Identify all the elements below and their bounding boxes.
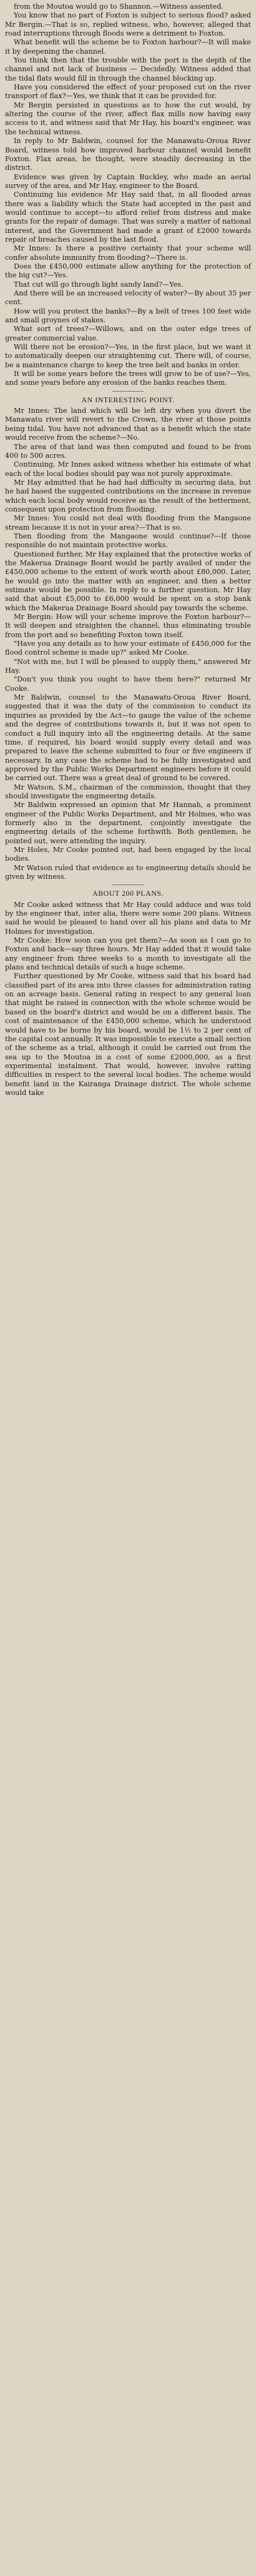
paragraph: Mr Watson ruled that evidence as to engineering details should be given by witness.: [5, 863, 251, 881]
paragraph: Mr Bergin persisted in questions as to how the cut would, by altering the course of the river, affect flax mills now having easy access to it, and witness said that Mr Hay, his board's engineer, was the technical witness.: [5, 101, 251, 136]
paragraph: Mr Baldwin expressed an opinion that Mr Hannah, a prominent engineer of the Public Works Department, and Mr Holmes, who was formerly also in the department, conjointly investigate the engineering details of the scheme forthwith. Both gentlemen, he pointed out, were attending the inquiry.: [5, 801, 251, 845]
paragraph: You think then that the trouble with the port is the depth of the channel and not lack of business — Decidedly. Witness added that the tidal flats would fill in through the channel blocking up.: [5, 56, 251, 82]
paragraph: That cut will go through light sandy land?—Yes.: [14, 280, 184, 289]
paragraph: You know that no part of Foxton is subject to serious flood? asked Mr Bergin.—That is so, replied witness, who, however, alleged that road interruptions through floods were a detriment to Foxton.: [5, 11, 251, 38]
paragraph: Further questioned by Mr Cooke, witness said that his board had classified part of its area into three classes for administration rating on an acreage basis. General rating in respect to any general loan that might be raised in connection with the whole scheme would be based on the board's district and would be on a different basis. The cost of maintenance of the £450,000 scheme, which he understood would have to be borne by his board, would be 1½ to 2 per cent of the capital cost annually. It was impossible to execute a small section of the scheme as a trial, although it could be carried out from the sea up to the Moutoa in a cost of some £2000,000, as a first experimental instalment. That would, however, involve ratting difficulties in respect to the several local bodies. The scheme would benefit land in the Kairanga Drainage district. The whole scheme would take: [5, 972, 251, 1097]
paragraph: Continuing his evidence Mr Hay said that, in all flooded areas there was a liability which the State had accepted in the past and would continue to accept—to afford relief from distress and make grants for the repair of damage. That was surely a matter of national interest, and the Government had made a grant of £2000 towards repair of breaches caused by the last flood.: [5, 191, 251, 244]
paragraph: Mr Watson, S.M., chairman of the commission, thought that they should investigate the engineering details.: [5, 783, 251, 800]
paragraph: The area of that land was then computed and found to be from 400 to 500 acres.: [5, 442, 251, 460]
paragraph: What benefit will the scheme be to Foxton harbour?—It will make it by deepening the channel.: [5, 38, 251, 56]
paragraph: from the Moutoa would go to Shannon.—Witness assented.: [14, 2, 224, 11]
paragraph: Mr Innes: You could not deal with flooding from the Mangaone stream because it is not in your area?—That is so.: [5, 514, 251, 532]
section-rule: [112, 884, 144, 885]
paragraph: Mr Bergin: How will your scheme improve the Foxton harbour?—It will deepen and straighten the channel, thus eliminating trouble from the port and so benefiting Foxton town itself.: [5, 613, 251, 639]
paragraph: Mr Cooke: How soon can you get them?—As soon as I can go to Foxton and back—say three hours. Mr Hay added that it would take any engineer from three weeks to a month to investigate all the plans and technical details of such a huge scheme.: [5, 936, 251, 972]
paragraph: Mr Innes: Is there a positive certainty that your scheme will confer absolute immunity from flooding?—There is.: [5, 244, 251, 262]
paragraph: Mr Holes, Mr Cooke pointed out, had been engaged by the local bodies.: [5, 845, 251, 863]
section-heading: AN INTERESTING POINT.: [81, 395, 175, 404]
paragraph: What sort of trees?—Willows, and on the outer edge trees of greater commercial value.: [5, 325, 251, 342]
paragraph: "Have you any details as to how your estimate of £450,000 for the flood control scheme is made up?" asked Mr Cooke.: [5, 640, 251, 657]
paragraph: And there will be an increased velocity of water?—By about 35 per cent.: [5, 289, 251, 307]
paragraph: Does the £450,000 estimate allow anything for the protection of the big cut?—Yes.: [5, 262, 251, 280]
section-heading: ABOUT 200 PLANS.: [92, 889, 164, 898]
paragraph: Evidence was given by Captain Buckley, who made an aerial survey of the area, and Mr Hay, engineer to the Board.: [5, 172, 251, 190]
paragraph: Continuing, Mr Innes asked witness whether his estimate of what each of the local bodies should pay was not purely approximate.: [5, 460, 251, 478]
paragraph: Then flooding from the Mangaone would continue?—If those responsible do not maintain protective works.: [5, 532, 251, 550]
section-rule: [112, 391, 144, 392]
paragraph: In reply to Mr Baldwin, counsel for the Manawatu-Oroua River Board, witness told how improved harbour channel would benefit Foxton. Flax areas, he thought, were steadily decreasing in the district.: [5, 137, 251, 172]
paragraph: Will there not be erosion?—Yes, in the first place, but we want it to automatically deepen our straightening cut. There will, of course, be a maintenance charge to keep the tree belt and banks in order.: [5, 343, 251, 369]
paragraph: It will be some years before the trees will grow to be of use?—Yes, and some years before any erosion of the banks reaches them.: [5, 370, 251, 387]
paragraph: "Don't you think you ought to have them here?" returned Mr Cooke.: [5, 675, 251, 693]
paragraph: Questioned further, Mr Hay explained that the protective works of the Makerua Drainage Board would be partly availed of under the £450,000 scheme to the extent of work worth about £80,000. Later, he would go into the matter with an engineer, and then a better estimate would be possible. In reply to a further question, Mr Hay said that about £5,000 to £6,000 would be spent on a stop bank which the Makerua Drainage Board should pay towards the scheme.: [5, 550, 251, 612]
paragraph: How will you protect the banks?—By a belt of trees 100 feet wide and small groynes of stakes.: [5, 307, 251, 325]
paragraph: Have you considered the effect of your proposed cut on the river transport of flax?—Yes, we think that it can be provided for.: [5, 83, 251, 101]
article-column: [5, 0, 251, 1102]
paragraph: "Not with me, but I will be pleased to supply them," answered Mr Hay.: [5, 657, 251, 675]
paragraph: Mr Baldwin, counsel to the Manawatu-Oroua River Board, suggested that it was the duty of the commission to conduct its inquiries as provided by the Act—to gauge the value of the scheme and the degree of contributions towards it, but it was not open to conduct a full inquiry into all the engineering details. At the same time, if required, his board would supply every detail and was prepared to leave the scheme submitted to four or five engineers if necessary. In any case the scheme had to be fully investigated and approved by the Public Works Department engineers before it could be carried out. There was a great deal of ground to be covered.: [5, 693, 251, 783]
paragraph: Mr Innes: The land which will be left dry when you divert the Manawatu river will revert to the Crown, the river at those points being tidal. You have not advanced that as a benefit which the state would receive from the scheme?—No.: [5, 407, 251, 442]
paragraph: Mr Hay admitted that he had had difficulty in securing data, but he had based the suggested contributions on the increase in revenue which each local body would receive as the result of the betterment, consequent upon protection from flooding.: [5, 478, 251, 513]
paragraph: Mr Cooke asked witness that Mr Hay could adduce and was told by the engineer that, inter alia, there were some 200 plans. Witness said he would be pleased to hand over all his plans and data to Mr Holmes for investigation.: [5, 900, 251, 936]
